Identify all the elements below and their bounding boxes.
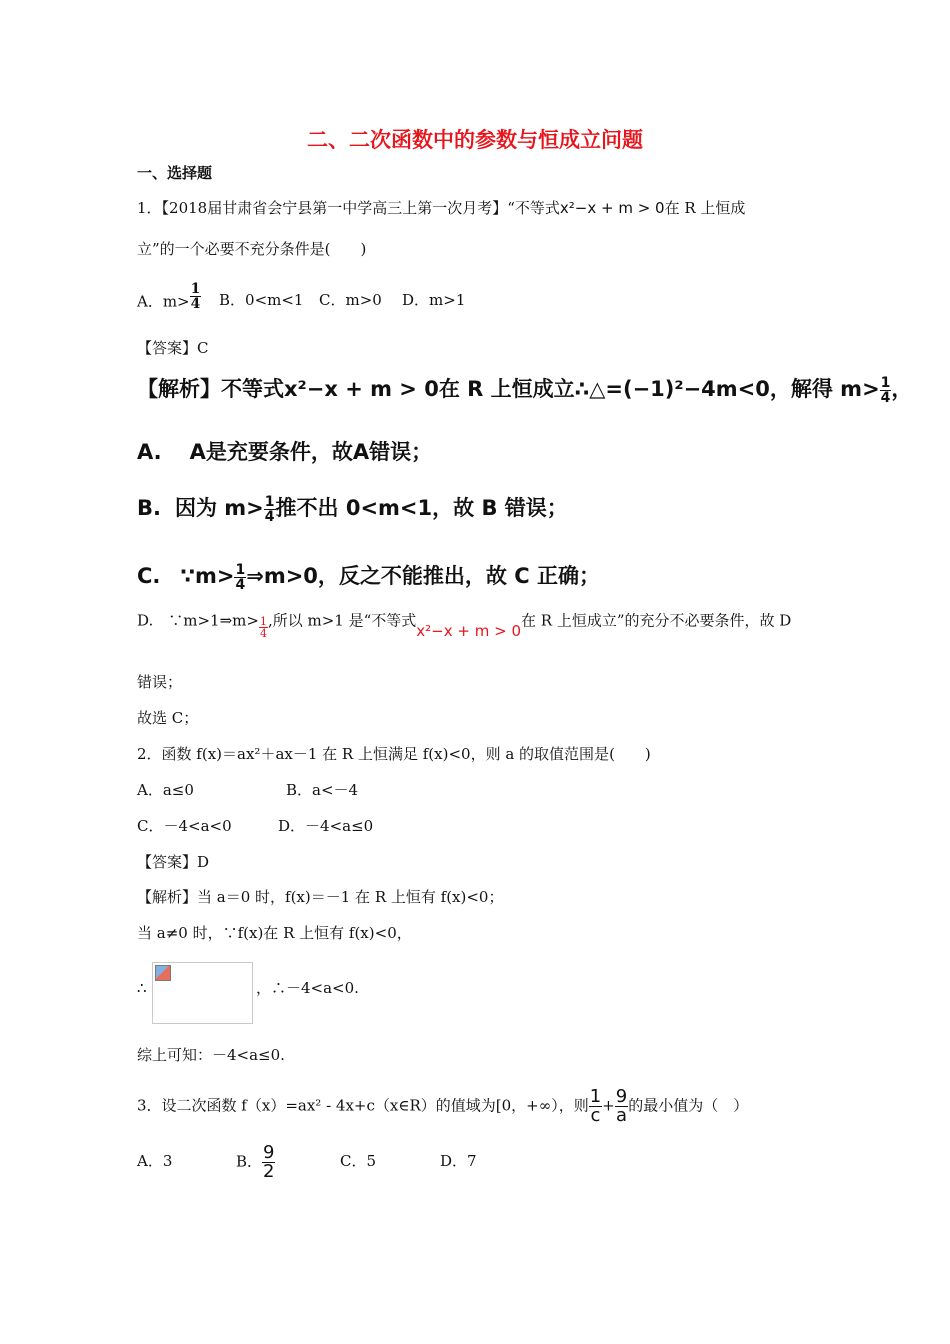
q1-option-a-fraction: $\frac{1}{4}$ bbox=[190, 281, 201, 312]
q1-stem-pre: 1．【2018届甘肃省会宁县第一中学高三上第一次月考】“不等式 bbox=[137, 199, 560, 217]
section-heading: 一、选择题 bbox=[137, 164, 213, 182]
q1-analysis-d-cont: 错误； bbox=[137, 673, 183, 691]
q1-analysis-a-text: A是充要条件，故A错误； bbox=[189, 440, 433, 464]
q2-therefore-result: ，∴－4<a<0. bbox=[256, 979, 359, 997]
q3-fraction-2: $\frac{9}{a}$ bbox=[615, 1086, 628, 1126]
q1-analysis-expr: x²−x + m > 0 bbox=[284, 377, 439, 401]
q1-analysis-line bbox=[137, 375, 912, 405]
q1-option-b: B．0<m<1 bbox=[219, 291, 304, 309]
q1-stem-expr: x²−x + m > 0 bbox=[559, 199, 665, 217]
q1-option-a bbox=[137, 281, 201, 317]
q1-analysis-end: ， bbox=[891, 377, 913, 401]
q1-analysis-b-pre: 因为 m> bbox=[174, 496, 264, 520]
q1-analysis-c bbox=[137, 562, 600, 592]
broken-image-icon bbox=[155, 965, 171, 981]
q3-stem-pre: 3．设二次函数 f（x）=ax² - 4x+c（x∈R）的值域为[0，+∞），则 bbox=[137, 1096, 589, 1115]
q1-analysis-d-fraction: $\frac{1}{4}$ bbox=[259, 615, 267, 640]
q3-fraction-1: $\frac{1}{c}$ bbox=[589, 1086, 602, 1126]
q1-analysis-b-post: 推不出 0<m<1，故 B 错误； bbox=[275, 496, 568, 520]
q2-option-b: B．a<－4 bbox=[286, 781, 359, 799]
q1-answer: 【答案】C bbox=[137, 339, 209, 357]
q2-therefore: ∴ bbox=[137, 979, 147, 997]
q1-analysis-d bbox=[137, 610, 792, 640]
q1-analysis-d-expr: x²−x + m > 0 bbox=[416, 621, 521, 640]
q1-analysis-b-label: B. bbox=[137, 496, 161, 520]
q3-plus: + bbox=[602, 1096, 615, 1115]
q1-analysis-fraction: $\frac{1}{4}$ bbox=[880, 374, 891, 406]
q1-option-d: D．m>1 bbox=[402, 291, 466, 309]
q1-analysis-c-pre: ∵m> bbox=[180, 564, 235, 588]
q1-stem-line2: 立”的一个必要不充分条件是( ) bbox=[137, 240, 367, 258]
q1-stem-line1 bbox=[137, 198, 745, 218]
q1-analysis-c-label: C. bbox=[137, 564, 161, 588]
q1-analysis-d-mid: ,所以 m>1 是“不等式 bbox=[267, 611, 417, 630]
q2-analysis-1: 【解析】当 a＝0 时，f(x)＝－1 在 R 上恒有 f(x)<0； bbox=[137, 888, 504, 906]
q2-summary: 综上可知：－4<a≤0. bbox=[137, 1046, 285, 1064]
q3-stem bbox=[137, 1088, 748, 1125]
q1-analysis-a-label: A. bbox=[137, 440, 162, 464]
q3-option-d: D．7 bbox=[440, 1152, 477, 1170]
q1-option-c: C．m>0 bbox=[319, 291, 382, 309]
q2-option-d: D．－4<a≤0 bbox=[278, 817, 374, 835]
page-title: 二、二次函数中的参数与恒成立问题 bbox=[307, 128, 643, 152]
q1-analysis-d-post: 在 R 上恒成立”的充分不必要条件，故 D bbox=[520, 611, 792, 630]
q1-stem-post: 在 R 上恒成 bbox=[664, 199, 746, 217]
q1-analysis-pre: 【解析】不等式 bbox=[137, 377, 284, 401]
q3-option-b bbox=[236, 1144, 275, 1181]
q3-option-b-text: B． bbox=[236, 1152, 263, 1171]
q1-conclusion: 故选 C； bbox=[137, 709, 199, 727]
q3-option-a: A．3 bbox=[137, 1152, 173, 1170]
q2-option-a: A．a≤0 bbox=[137, 781, 194, 799]
q2-analysis-2: 当 a≠0 时，∵f(x)在 R 上恒有 f(x)<0， bbox=[137, 924, 412, 942]
q1-option-a-text: A．m> bbox=[137, 292, 190, 311]
broken-image-placeholder bbox=[152, 962, 253, 1024]
q1-analysis-mid: 在 R 上恒成立∴△=(−1)²−4m<0，解得 m> bbox=[438, 377, 880, 401]
q3-option-b-fraction: $\frac{9}{2}$ bbox=[263, 1142, 275, 1182]
q2-stem: 2．函数 f(x)＝ax²＋ax－1 在 R 上恒满足 f(x)<0，则 a 的取值范围是( ) bbox=[137, 745, 651, 763]
q1-analysis-b-fraction: $\frac{1}{4}$ bbox=[264, 493, 275, 525]
q1-analysis-a bbox=[137, 438, 432, 466]
q1-analysis-b bbox=[137, 494, 568, 524]
q1-analysis-c-fraction: $\frac{1}{4}$ bbox=[235, 561, 246, 593]
q2-answer: 【答案】D bbox=[137, 853, 210, 871]
q2-option-c: C．－4<a<0 bbox=[137, 817, 232, 835]
q1-analysis-d-pre: D. ∵m>1⇒m> bbox=[137, 611, 259, 630]
q1-analysis-c-post: ⇒m>0，反之不能推出，故 C 正确； bbox=[246, 564, 600, 588]
q3-stem-post: 的最小值为（ ） bbox=[628, 1096, 749, 1115]
q3-option-c: C．5 bbox=[340, 1152, 377, 1170]
